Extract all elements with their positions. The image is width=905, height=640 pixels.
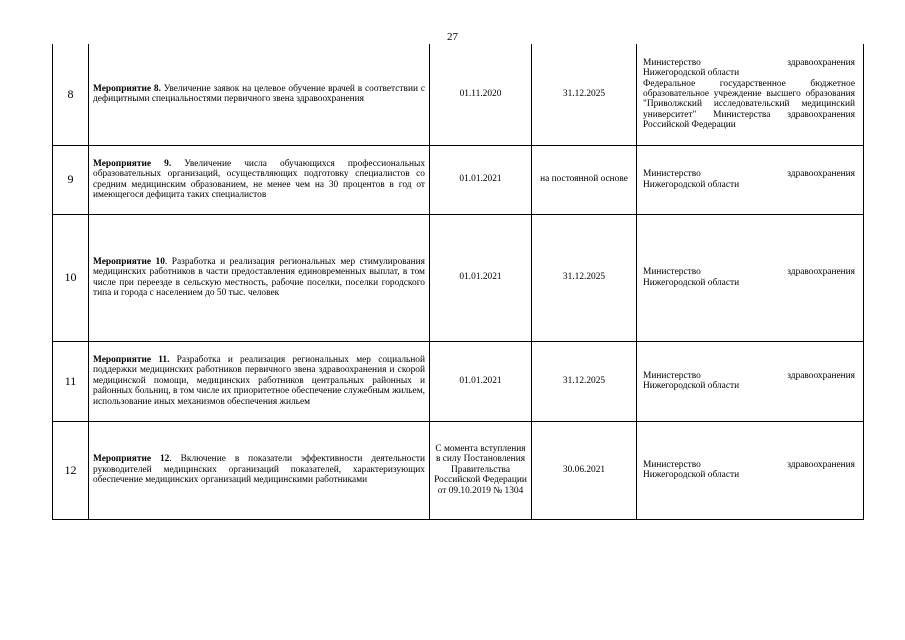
measure-description — [89, 145, 430, 214]
measure-title: Мероприятие 11. — [93, 354, 170, 365]
row-number: 11 — [53, 341, 89, 421]
measure-text: Увеличение числа обучающихся профессиональных образовательных организаций, осуществляющих подготовку специалистов со средним медицинским образованием, не менее чем на 30 процентов в год от имеющегося дефицита таких специалистов — [93, 158, 426, 200]
row-number: 10 — [53, 214, 89, 341]
responsible-line: Федеральное государственное бюджетное образовательное учреждение высшего образования "Приволжский исследовательский медицинский университет" Министерства здравоохранения Российской Федерации — [643, 78, 855, 131]
responsible-line: Нижегородской области — [643, 470, 740, 480]
measure-title: Мероприятие 10 — [93, 256, 165, 267]
row-number: 8 — [53, 44, 89, 145]
responsible-cell — [637, 145, 864, 214]
measure-title: Мероприятие 9. — [93, 158, 172, 169]
table-row — [53, 214, 864, 341]
start-date: 01.01.2021 — [430, 145, 532, 214]
responsible-line: Министерство здравоохранения — [643, 169, 855, 180]
measure-description — [89, 341, 430, 421]
measure-description — [89, 44, 430, 145]
row-number: 12 — [53, 421, 89, 519]
responsible-line: Нижегородской области — [643, 381, 740, 391]
start-date: С момента вступления в силу Постановления Правительства Российской Федерации от 09.10.2019 № 1304 — [430, 421, 532, 519]
table-row — [53, 44, 864, 145]
responsible-line: Министерство здравоохранения — [643, 459, 855, 470]
measures-table — [52, 44, 864, 520]
end-date: 31.12.2025 — [532, 44, 637, 145]
page-number: 27 — [447, 31, 458, 43]
responsible-line: Министерство здравоохранения — [643, 370, 855, 381]
measure-text: Разработка и реализация региональных мер социальной поддержки медицинских работников первичного звена здравоохранения и скорой медицинской помощи, медицинских работников центральных районных и районных больниц, в том числе их приоритетное обеспечение служебным жильем, использование иных механизмов обеспечения жильем — [93, 354, 426, 407]
measure-text: . Включение в показатели эффективности деятельности руководителей медицинских организаций показателей, характеризующих обеспечение медицинских организаций медицинскими работниками — [93, 454, 426, 486]
end-date: 31.12.2025 — [532, 341, 637, 421]
responsible-line: Нижегородской области — [643, 277, 740, 288]
responsible-cell — [637, 421, 864, 519]
end-date: 31.12.2025 — [532, 214, 637, 341]
measure-description — [89, 421, 430, 519]
start-date: 01.11.2020 — [430, 44, 532, 145]
start-date: 01.01.2021 — [430, 214, 532, 341]
table-row — [53, 341, 864, 421]
responsible-cell — [637, 44, 864, 145]
measure-description — [89, 214, 430, 341]
table-row — [53, 145, 864, 214]
table-row — [53, 421, 864, 519]
responsible-cell — [637, 341, 864, 421]
measure-text: Увеличение заявок на целевое обучение врачей в соответствии с дефицитными специальностями первичного звена здравоохранения — [93, 83, 425, 105]
end-date: 30.06.2021 — [532, 421, 637, 519]
end-date: на постоянной основе — [532, 145, 637, 214]
start-date: 01.01.2021 — [430, 341, 532, 421]
measure-text: . Разработка и реализация региональных мер стимулирования медицинских работников в части предоставления единовременных выплат, в том числе при переезде в сельскую местность, рабочие поселки, поселки городского типа и города с населением до 50 тыс. человек — [93, 256, 425, 298]
row-number: 9 — [53, 145, 89, 214]
measure-title: Мероприятие 12 — [93, 454, 170, 465]
responsible-line: Министерство здравоохранения — [643, 267, 855, 278]
responsible-line: Нижегородской области — [643, 179, 740, 190]
responsible-line: Министерство здравоохранения — [643, 57, 855, 68]
responsible-line: Нижегородской области — [643, 68, 740, 79]
measure-title: Мероприятие 8. — [93, 83, 161, 94]
responsible-cell — [637, 214, 864, 341]
